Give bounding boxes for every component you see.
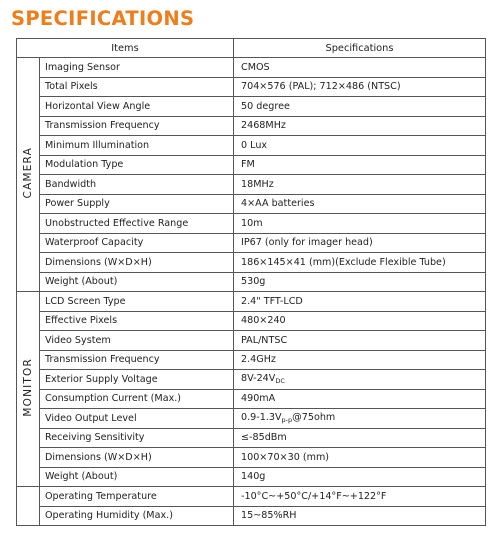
table-row bbox=[17, 58, 486, 78]
spec-value: 50 degree bbox=[234, 97, 486, 117]
spec-value: 480×240 bbox=[234, 311, 486, 331]
table-row bbox=[17, 292, 486, 312]
table-row bbox=[17, 175, 486, 195]
item-label: Dimensions (W×D×H) bbox=[40, 448, 234, 468]
table-row bbox=[17, 389, 486, 409]
specifications-table bbox=[16, 38, 486, 526]
table-row bbox=[17, 350, 486, 370]
item-label: Video System bbox=[40, 331, 234, 351]
table-row bbox=[17, 136, 486, 156]
item-label: Minimum Illumination bbox=[40, 136, 234, 156]
spec-value: IP67 (only for imager head) bbox=[234, 233, 486, 253]
table-row bbox=[17, 448, 486, 468]
table-header-row bbox=[17, 39, 486, 58]
spec-value: 2.4" TFT-LCD bbox=[234, 292, 486, 312]
spec-value: 140g bbox=[234, 467, 486, 487]
item-label: Effective Pixels bbox=[40, 311, 234, 331]
table-row bbox=[17, 233, 486, 253]
table-row bbox=[17, 487, 486, 507]
spec-value: 10m bbox=[234, 214, 486, 234]
table-row bbox=[17, 409, 486, 429]
table-row bbox=[17, 253, 486, 273]
item-label: Imaging Sensor bbox=[40, 58, 234, 78]
item-label: Video Output Level bbox=[40, 409, 234, 429]
table-row bbox=[17, 331, 486, 351]
spec-value: CMOS bbox=[234, 58, 486, 78]
item-label: Total Pixels bbox=[40, 77, 234, 97]
item-label: Operating Humidity (Max.) bbox=[40, 506, 234, 526]
spec-value: $8V-24V_{DC}$ bbox=[234, 370, 486, 390]
page-title: SPECIFICATIONS bbox=[11, 7, 195, 30]
spec-value: 18MHz bbox=[234, 175, 486, 195]
item-label: Exterior Supply Voltage bbox=[40, 370, 234, 390]
spec-value: ≤-85dBm bbox=[234, 428, 486, 448]
item-label: Operating Temperature bbox=[40, 487, 234, 507]
item-label: Receiving Sensitivity bbox=[40, 428, 234, 448]
item-label: Weight (About) bbox=[40, 272, 234, 292]
spec-value: 100×70×30 (mm) bbox=[234, 448, 486, 468]
spec-value: PAL/NTSC bbox=[234, 331, 486, 351]
item-label: Weight (About) bbox=[40, 467, 234, 487]
header-items: Items bbox=[17, 39, 234, 58]
spec-value: 704×576 (PAL); 712×486 (NTSC) bbox=[234, 77, 486, 97]
item-label: Power Supply bbox=[40, 194, 234, 214]
item-label: Modulation Type bbox=[40, 155, 234, 175]
spec-value: 15~85%RH bbox=[234, 506, 486, 526]
spec-value: 0 Lux bbox=[234, 136, 486, 156]
item-label: Transmission Frequency bbox=[40, 350, 234, 370]
item-label: Bandwidth bbox=[40, 175, 234, 195]
table-row bbox=[17, 506, 486, 526]
table-row bbox=[17, 370, 486, 390]
group-label-environment bbox=[17, 487, 40, 526]
spec-value: FM bbox=[234, 155, 486, 175]
table-row bbox=[17, 311, 486, 331]
table-row bbox=[17, 214, 486, 234]
table-row bbox=[17, 155, 486, 175]
table-row bbox=[17, 116, 486, 136]
spec-value: 186×145×41 (mm)(Exclude Flexible Tube) bbox=[234, 253, 486, 273]
table-row bbox=[17, 194, 486, 214]
spec-value: -10°C~+50°C/+14°F~+122°F bbox=[234, 487, 486, 507]
table-row bbox=[17, 467, 486, 487]
item-label: Transmission Frequency bbox=[40, 116, 234, 136]
item-label: Unobstructed Effective Range bbox=[40, 214, 234, 234]
group-label-camera: CAMERA bbox=[17, 58, 40, 292]
item-label: Consumption Current (Max.) bbox=[40, 389, 234, 409]
group-label-monitor: MONITOR bbox=[17, 292, 40, 487]
item-label: Dimensions (W×D×H) bbox=[40, 253, 234, 273]
table-row bbox=[17, 77, 486, 97]
table-row bbox=[17, 97, 486, 117]
item-label: Horizontal View Angle bbox=[40, 97, 234, 117]
spec-value: 2.4GHz bbox=[234, 350, 486, 370]
spec-value: 530g bbox=[234, 272, 486, 292]
table-row bbox=[17, 272, 486, 292]
item-label: LCD Screen Type bbox=[40, 292, 234, 312]
spec-value: 490mA bbox=[234, 389, 486, 409]
spec-subscript: p-p bbox=[281, 416, 293, 425]
item-label: Waterproof Capacity bbox=[40, 233, 234, 253]
spec-subscript: DC bbox=[275, 377, 285, 386]
table-row bbox=[17, 428, 486, 448]
spec-value: 2468MHz bbox=[234, 116, 486, 136]
spec-value: $0.9-1.3V_{p-p}@75ohm$ bbox=[234, 409, 486, 429]
spec-value: 4×AA batteries bbox=[234, 194, 486, 214]
header-specifications: Specifications bbox=[234, 39, 486, 58]
